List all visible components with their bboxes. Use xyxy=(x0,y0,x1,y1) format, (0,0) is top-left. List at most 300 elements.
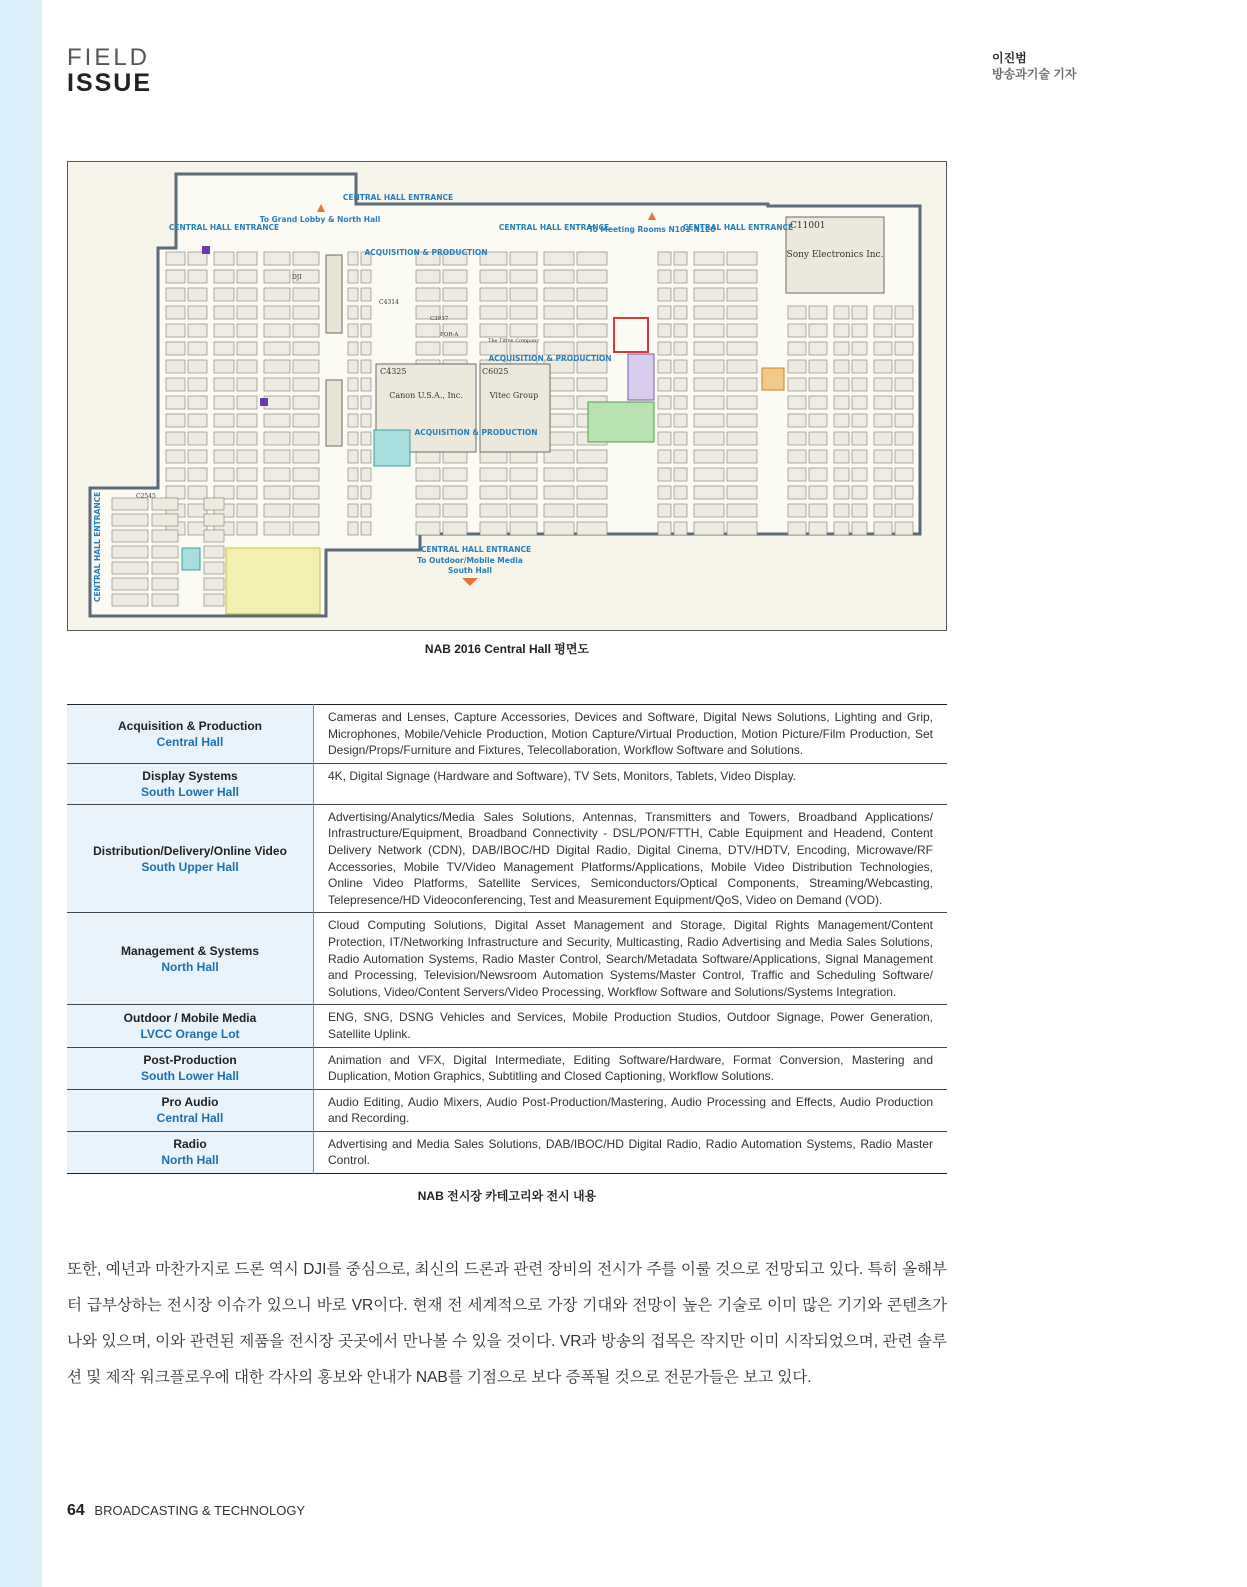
booth xyxy=(727,288,757,301)
booth xyxy=(809,360,827,373)
booth xyxy=(166,252,185,265)
booth xyxy=(834,468,849,481)
category-description: Cameras and Lenses, Capture Accessories, Devices and Software, Digital News Solutions, Lighting and Grip, Microphones, Mobile/Vehicle Production, Motion Capture/Virtual Production, Motion Picture/Film Production, Set Design/Props/Furniture and Fixtures, Telecollaboration, Workflow Software and Solutions. xyxy=(328,710,933,758)
booth xyxy=(361,378,371,391)
booth xyxy=(237,342,257,355)
booth xyxy=(852,414,867,427)
label-central-entrance-right: CENTRAL HALL ENTRANCE xyxy=(682,223,794,232)
booth xyxy=(214,270,234,283)
booth xyxy=(361,468,371,481)
booth xyxy=(577,324,607,337)
booth xyxy=(809,396,827,409)
label-vitec-name: Vitec Group xyxy=(489,391,539,400)
zone-green xyxy=(588,402,654,442)
floor-plan-svg xyxy=(68,162,946,630)
booth xyxy=(544,522,574,535)
booth xyxy=(674,360,687,373)
booth xyxy=(264,342,290,355)
category-cell xyxy=(67,1089,314,1131)
booth xyxy=(480,468,507,481)
booth xyxy=(788,378,806,391)
booth xyxy=(788,396,806,409)
booth xyxy=(416,288,440,301)
booth xyxy=(152,562,178,574)
label-side-entrance: CENTRAL HALL ENTRANCE xyxy=(93,491,102,602)
booth xyxy=(852,396,867,409)
booth xyxy=(658,306,671,319)
label-acq-prod-2: ACQUISITION & PRODUCTION xyxy=(488,354,612,363)
booth xyxy=(264,450,290,463)
booth xyxy=(694,324,724,337)
booth xyxy=(674,504,687,517)
category-cell xyxy=(67,763,314,804)
booth xyxy=(293,486,319,499)
booth xyxy=(544,486,574,499)
booth xyxy=(544,270,574,283)
label-booth-c2545: C2545 xyxy=(136,493,156,500)
booth xyxy=(214,288,234,301)
booth xyxy=(416,504,440,517)
booth xyxy=(166,342,185,355)
booth xyxy=(852,342,867,355)
booth xyxy=(674,414,687,427)
booth xyxy=(874,378,892,391)
booth xyxy=(658,522,671,535)
booth xyxy=(348,324,358,337)
booth xyxy=(348,270,358,283)
label-booth-c4314: C4314 xyxy=(379,299,399,306)
booth xyxy=(727,324,757,337)
side-color-band xyxy=(0,0,42,1587)
booth xyxy=(727,432,757,445)
booth xyxy=(293,360,319,373)
booth xyxy=(264,306,290,319)
booth xyxy=(895,504,913,517)
booth xyxy=(577,270,607,283)
booth xyxy=(237,504,257,517)
booth xyxy=(577,288,607,301)
booth xyxy=(204,530,224,542)
category-name: Outdoor / Mobile Media xyxy=(123,1010,257,1025)
label-bottom-south: South Hall xyxy=(448,566,492,575)
label-central-entrance-top: CENTRAL HALL ENTRANCE xyxy=(342,193,454,202)
booth xyxy=(674,252,687,265)
booth xyxy=(348,486,358,499)
page-number: 64 xyxy=(67,1502,85,1519)
booth xyxy=(788,414,806,427)
booth xyxy=(348,396,358,409)
booth xyxy=(188,378,207,391)
booth xyxy=(788,522,806,535)
booth xyxy=(152,578,178,590)
byline xyxy=(992,50,1076,82)
booth xyxy=(166,306,185,319)
category-name: Management & Systems xyxy=(120,943,260,958)
booth xyxy=(361,360,371,373)
booth xyxy=(152,546,178,558)
booth-vitec xyxy=(480,364,550,452)
booth xyxy=(416,486,440,499)
booth xyxy=(188,306,207,319)
booth xyxy=(674,288,687,301)
booth xyxy=(834,486,849,499)
booth xyxy=(658,450,671,463)
booth xyxy=(694,396,724,409)
label-acq-prod-1: ACQUISITION & PRODUCTION xyxy=(364,248,488,257)
category-hall: North Hall xyxy=(161,959,219,974)
booth xyxy=(480,324,507,337)
booth xyxy=(834,522,849,535)
booth xyxy=(658,342,671,355)
booth xyxy=(874,486,892,499)
booth xyxy=(237,378,257,391)
booth xyxy=(834,324,849,337)
table-row xyxy=(67,705,947,764)
booth xyxy=(510,252,537,265)
label-tiffen: The Tiffen Company xyxy=(488,338,540,344)
booth xyxy=(809,522,827,535)
booth xyxy=(348,414,358,427)
booth xyxy=(166,288,185,301)
booth xyxy=(809,486,827,499)
booth xyxy=(694,486,724,499)
booth xyxy=(214,360,234,373)
booth xyxy=(188,450,207,463)
booth xyxy=(443,342,467,355)
booth xyxy=(874,396,892,409)
booth xyxy=(204,498,224,510)
booth xyxy=(727,504,757,517)
label-for-a: FOR-A xyxy=(440,332,459,338)
booth xyxy=(204,546,224,558)
booth xyxy=(577,450,607,463)
booth xyxy=(188,342,207,355)
booth xyxy=(727,396,757,409)
booth xyxy=(809,378,827,391)
booth xyxy=(834,396,849,409)
category-description: Advertising/Analytics/Media Sales Solutions, Antennas, Transmitters and Towers, Broadband Applications/ Infrastructure/Equipment, Broadband Connectivity - DSL/PON/FTTH, Cable Equipment and Headend, Content Delivery Network (CDN), DAB/IBOC/HD Digital Radio, Digital Cinema, DTV/HDTV, Encoding, Microwave/RF Accessories, Mobile TV/Video Management Platforms/Applications, Mobile Video Distribution Technologies, Online Video Platforms, Satellite Services, Semiconductors/Optical Components, Streaming/Webcasting, Telepresence/HD Videoconferencing, Test and Measurement Equipment/QoS, Video on Demand (VOD). xyxy=(328,809,933,907)
booth xyxy=(293,378,319,391)
booth xyxy=(834,504,849,517)
booth xyxy=(577,486,607,499)
booth xyxy=(727,468,757,481)
booth xyxy=(348,252,358,265)
booth xyxy=(874,306,892,319)
booth xyxy=(658,504,671,517)
booth xyxy=(166,486,185,499)
booth xyxy=(237,414,257,427)
kicker-field: FIELD xyxy=(67,44,151,71)
booth xyxy=(852,468,867,481)
booth xyxy=(348,306,358,319)
booth xyxy=(809,414,827,427)
booth xyxy=(510,468,537,481)
booth xyxy=(361,396,371,409)
booth xyxy=(237,252,257,265)
booth xyxy=(674,306,687,319)
booth xyxy=(895,414,913,427)
category-description: Cloud Computing Solutions, Digital Asset Management and Storage, Digital Rights Management/Content Protection, IT/Networking Infrastructure and Security, Multicasting, Radio Advertising and Media Sales Solutions, Radio Automation Systems, Radio Master Control, Search/Metadata Software/Applications, Signal Management and Processing, Television/Newsroom Automation Systems/Master Control, Traffic and Scheduling Software/ Solutions, Video/Content Servers/Video Processing, Workflow Software and Solutions/Systems Integration. xyxy=(328,918,933,999)
category-name: Distribution/Delivery/Online Video xyxy=(93,843,287,858)
booth xyxy=(264,504,290,517)
booth xyxy=(443,288,467,301)
table-row xyxy=(67,1005,947,1047)
booth xyxy=(674,378,687,391)
booth xyxy=(658,324,671,337)
booth xyxy=(895,396,913,409)
booth xyxy=(293,306,319,319)
booth xyxy=(658,468,671,481)
author-name: 이진범 xyxy=(992,51,1027,65)
booth xyxy=(577,504,607,517)
booth xyxy=(788,360,806,373)
booth xyxy=(264,414,290,427)
booth xyxy=(834,432,849,445)
booth xyxy=(788,306,806,319)
category-hall: South Lower Hall xyxy=(140,1069,239,1084)
booth xyxy=(214,468,234,481)
booth xyxy=(674,396,687,409)
booth xyxy=(214,252,234,265)
booth xyxy=(658,360,671,373)
label-grand-lobby: To Grand Lobby & North Hall xyxy=(259,215,381,224)
booth xyxy=(293,252,319,265)
category-description: Advertising and Media Sales Solutions, DAB/IBOC/HD Digital Radio, Radio Automation Systems, Radio Master Control. xyxy=(328,1136,933,1168)
booth xyxy=(166,414,185,427)
booth xyxy=(510,270,537,283)
booth xyxy=(727,450,757,463)
booth xyxy=(544,288,574,301)
booth xyxy=(694,432,724,445)
booth xyxy=(416,342,440,355)
booth xyxy=(293,468,319,481)
booth xyxy=(204,578,224,590)
kicker-issue: ISSUE xyxy=(67,69,153,97)
booth xyxy=(348,378,358,391)
table-row xyxy=(67,1047,947,1089)
booth xyxy=(874,324,892,337)
category-cell xyxy=(67,705,314,764)
category-description: ENG, SNG, DSNG Vehicles and Services, Mobile Production Studios, Outdoor Signage, Power Generation, Satellite Uplink. xyxy=(328,1010,933,1041)
booth xyxy=(658,270,671,283)
booth xyxy=(112,562,148,574)
booth xyxy=(237,270,257,283)
booth xyxy=(834,378,849,391)
booth xyxy=(264,468,290,481)
booth xyxy=(188,396,207,409)
booth xyxy=(852,324,867,337)
booth xyxy=(480,522,507,535)
booth xyxy=(727,360,757,373)
zone-purple xyxy=(628,354,654,400)
booth xyxy=(895,486,913,499)
category-description: 4K, Digital Signage (Hardware and Software), TV Sets, Monitors, Tablets, Video Display. xyxy=(328,768,797,783)
booth xyxy=(237,522,257,535)
booth xyxy=(188,414,207,427)
booth xyxy=(188,324,207,337)
booth xyxy=(166,468,185,481)
booth xyxy=(577,468,607,481)
booth xyxy=(874,450,892,463)
booth xyxy=(214,486,234,499)
category-name: Radio xyxy=(173,1137,207,1152)
booth xyxy=(658,252,671,265)
booth xyxy=(674,522,687,535)
booth xyxy=(727,522,757,535)
booth xyxy=(694,342,724,355)
booth xyxy=(361,342,371,355)
booth xyxy=(895,468,913,481)
category-name: Post-Production xyxy=(143,1053,237,1068)
booth xyxy=(361,432,371,445)
booth xyxy=(727,342,757,355)
booth xyxy=(852,504,867,517)
label-canon-name: Canon U.S.A., Inc. xyxy=(389,391,463,400)
booth xyxy=(214,378,234,391)
booth xyxy=(658,288,671,301)
booth xyxy=(788,432,806,445)
booth xyxy=(788,324,806,337)
booth xyxy=(214,324,234,337)
booth xyxy=(416,270,440,283)
booth xyxy=(361,306,371,319)
booth xyxy=(264,522,290,535)
booth xyxy=(674,468,687,481)
booth xyxy=(237,324,257,337)
publication-name: BROADCASTING & TECHNOLOGY xyxy=(94,1503,306,1518)
booth xyxy=(443,486,467,499)
booth xyxy=(510,306,537,319)
booth xyxy=(727,486,757,499)
booth xyxy=(237,486,257,499)
booth xyxy=(293,522,319,535)
booth xyxy=(112,578,148,590)
booth xyxy=(166,396,185,409)
booth xyxy=(112,546,148,558)
booth xyxy=(204,514,224,526)
category-cell xyxy=(67,1005,314,1047)
booth xyxy=(188,486,207,499)
booth xyxy=(361,270,371,283)
booth xyxy=(788,450,806,463)
booth xyxy=(852,432,867,445)
booth xyxy=(416,324,440,337)
booth xyxy=(480,306,507,319)
booth xyxy=(727,378,757,391)
booth xyxy=(852,378,867,391)
booth xyxy=(348,432,358,445)
booth xyxy=(658,414,671,427)
booth xyxy=(694,252,724,265)
booth xyxy=(166,378,185,391)
label-canon-booth: C4325 xyxy=(380,367,407,376)
booth xyxy=(348,288,358,301)
table-caption: NAB 전시장 카테고리와 전시 내용 xyxy=(417,1189,597,1203)
booth xyxy=(348,468,358,481)
category-name: Acquisition & Production xyxy=(118,718,262,733)
booth xyxy=(480,288,507,301)
label-booth-c3937: C3937 xyxy=(430,316,449,322)
booth xyxy=(237,432,257,445)
booth xyxy=(577,252,607,265)
booth xyxy=(788,342,806,355)
booth xyxy=(544,324,574,337)
booth xyxy=(694,468,724,481)
booth xyxy=(188,432,207,445)
category-hall: Central Hall xyxy=(156,1111,224,1126)
category-cell xyxy=(67,1131,314,1173)
booth xyxy=(694,288,724,301)
arrow-south-hall xyxy=(462,578,478,586)
booth xyxy=(237,288,257,301)
table-row xyxy=(67,763,947,804)
booth xyxy=(112,530,148,542)
booth xyxy=(293,414,319,427)
booth xyxy=(348,504,358,517)
author-role: 방송과기술 기자 xyxy=(992,67,1077,81)
floor-plan-map xyxy=(67,161,947,631)
label-bottom-outdoor: To Outdoor/Mobile Media xyxy=(417,556,523,565)
booth xyxy=(166,432,185,445)
booth xyxy=(694,306,724,319)
table-row xyxy=(67,804,947,913)
booth xyxy=(293,324,319,337)
booth xyxy=(694,378,724,391)
booth xyxy=(788,468,806,481)
booth xyxy=(674,486,687,499)
category-name: Display Systems xyxy=(142,768,238,783)
booth xyxy=(874,504,892,517)
booth xyxy=(577,522,607,535)
category-cell xyxy=(67,1047,314,1089)
booth xyxy=(809,468,827,481)
booth xyxy=(809,432,827,445)
booth xyxy=(895,432,913,445)
booth xyxy=(510,324,537,337)
booth xyxy=(480,504,507,517)
booth xyxy=(264,360,290,373)
label-central-entrance-mid: CENTRAL HALL ENTRANCE xyxy=(498,223,610,232)
booth xyxy=(264,432,290,445)
booth xyxy=(264,270,290,283)
booth xyxy=(544,252,574,265)
booth xyxy=(361,414,371,427)
booth xyxy=(293,342,319,355)
label-meeting-rooms: To Meeting Rooms N101-N120 xyxy=(588,225,716,234)
booth xyxy=(510,486,537,499)
booth xyxy=(214,432,234,445)
booth xyxy=(788,486,806,499)
booth xyxy=(809,450,827,463)
booth xyxy=(727,306,757,319)
map-caption: NAB 2016 Central Hall 평면도 xyxy=(424,642,590,656)
booth xyxy=(852,486,867,499)
booth xyxy=(674,450,687,463)
booth xyxy=(694,504,724,517)
booth xyxy=(264,252,290,265)
booth xyxy=(809,504,827,517)
booth xyxy=(348,522,358,535)
booth-column-left xyxy=(326,255,342,333)
booth xyxy=(237,468,257,481)
booth xyxy=(874,432,892,445)
booth xyxy=(348,450,358,463)
booth xyxy=(895,450,913,463)
category-description: Audio Editing, Audio Mixers, Audio Post-Production/Mastering, Audio Processing and Effects, Audio Production and Recording. xyxy=(328,1094,933,1126)
booth xyxy=(674,270,687,283)
booth-column-left-2 xyxy=(326,380,342,446)
booth xyxy=(510,504,537,517)
